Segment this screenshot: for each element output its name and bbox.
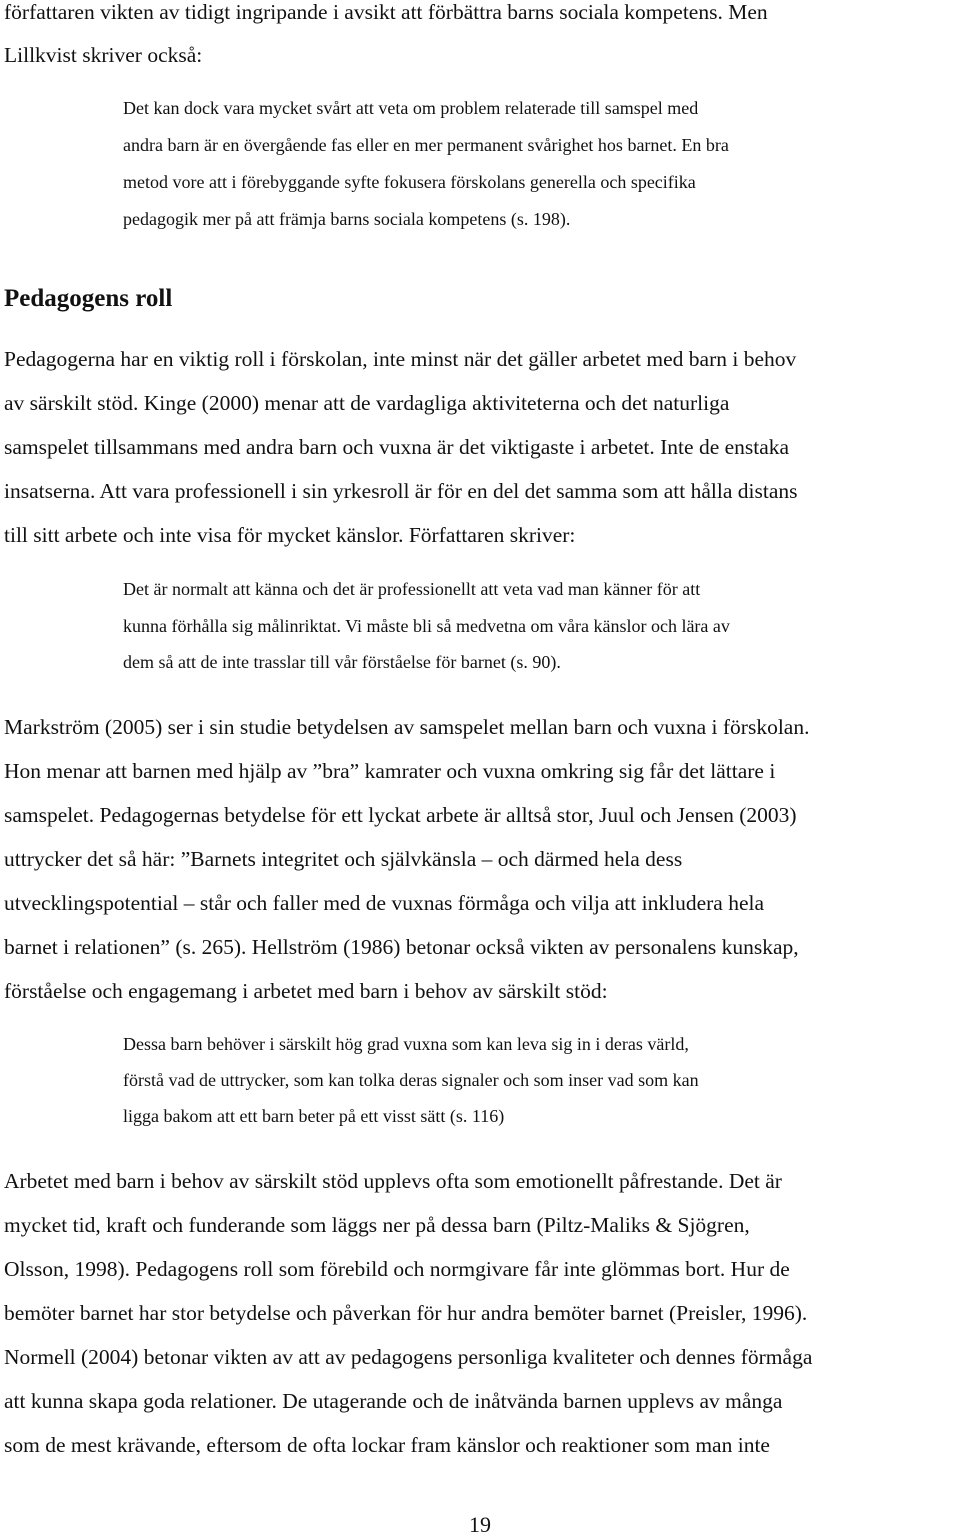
quote-line: pedagogik mer på att främja barns sociala kompetens (s. 198). xyxy=(123,209,571,229)
body-line: bemöter barnet har stor betydelse och påverkan för hur andra bemöter barnet (Preisler, 1996). xyxy=(4,1301,808,1325)
quote-line: förstå vad de uttrycker, som kan tolka deras signaler och som inser vad som kan xyxy=(123,1070,699,1090)
body-line: av särskilt stöd. Kinge (2000) menar att de vardagliga aktiviteterna och det naturliga xyxy=(4,391,730,415)
quote-line: Dessa barn behöver i särskilt hög grad vuxna som kan leva sig in i deras värld, xyxy=(123,1034,689,1054)
quote-line: ligga bakom att ett barn beter på ett visst sätt (s. 116) xyxy=(123,1106,505,1126)
body-line: insatserna. Att vara professionell i sin yrkesroll är för en del det samma som att hålla distans xyxy=(4,479,798,503)
body-line: Normell (2004) betonar vikten av att av pedagogens personliga kvaliteter och dennes förmåga xyxy=(4,1345,813,1369)
body-line: mycket tid, kraft och funderande som läggs ner på dessa barn (Piltz-Maliks & Sjögren, xyxy=(4,1213,750,1237)
section-heading: Pedagogens roll xyxy=(4,285,173,312)
body-line: Lillkvist skriver också: xyxy=(4,43,203,67)
body-line: som de mest krävande, eftersom de ofta lockar fram känslor och reaktioner som man inte xyxy=(4,1433,770,1457)
body-line: Hon menar att barnen med hjälp av ”bra” kamrater och vuxna omkring sig får det lättare i xyxy=(4,759,776,783)
quote-line: Det kan dock vara mycket svårt att veta om problem relaterade till samspel med xyxy=(123,98,699,118)
quote-line: andra barn är en övergående fas eller en mer permanent svårighet hos barnet. En bra xyxy=(123,135,729,155)
body-line: att kunna skapa goda relationer. De utagerande och de inåtvända barnen upplevs av många xyxy=(4,1389,783,1413)
body-line: samspelet. Pedagogernas betydelse för ett lyckat arbete är alltså stor, Juul och Jensen (2003) xyxy=(4,803,797,827)
body-line: barnet i relationen” (s. 265). Hellström (1986) betonar också vikten av personalens kunskap, xyxy=(4,935,799,959)
body-line: till sitt arbete och inte visa för mycket känslor. Författaren skriver: xyxy=(4,523,576,547)
body-line: Markström (2005) ser i sin studie betydelsen av samspelet mellan barn och vuxna i förskolan. xyxy=(4,715,810,739)
body-line: författaren vikten av tidigt ingripande i avsikt att förbättra barns sociala kompetens. Men xyxy=(4,0,768,24)
body-line: förståelse och engagemang i arbetet med barn i behov av särskilt stöd: xyxy=(4,979,608,1003)
quote-line: kunna förhålla sig målinriktat. Vi måste bli så medvetna om våra känslor och lära av xyxy=(123,616,730,636)
body-line: Olsson, 1998). Pedagogens roll som förebild och normgivare får inte glömmas bort. Hur de xyxy=(4,1257,790,1281)
body-line: uttrycker det så här: ”Barnets integritet och självkänsla – och därmed hela dess xyxy=(4,847,683,871)
quote-line: metod vore att i förebyggande syfte fokusera förskolans generella och specifika xyxy=(123,172,696,192)
quote-line: Det är normalt att känna och det är professionellt att veta vad man känner för att xyxy=(123,579,701,599)
body-line: Pedagogerna har en viktig roll i förskolan, inte minst när det gäller arbetet med barn i behov xyxy=(4,347,797,371)
body-line: Arbetet med barn i behov av särskilt stöd upplevs ofta som emotionellt påfrestande. Det är xyxy=(4,1169,782,1193)
body-line: utvecklingspotential – står och faller med de vuxnas förmåga och vilja att inkludera hela xyxy=(4,891,765,915)
quote-line: dem så att de inte trasslar till vår förståelse för barnet (s. 90). xyxy=(123,652,561,672)
body-line: samspelet tillsammans med andra barn och vuxna är det viktigaste i arbetet. Inte de enstaka xyxy=(4,435,790,459)
page-number: 19 xyxy=(469,1512,491,1537)
